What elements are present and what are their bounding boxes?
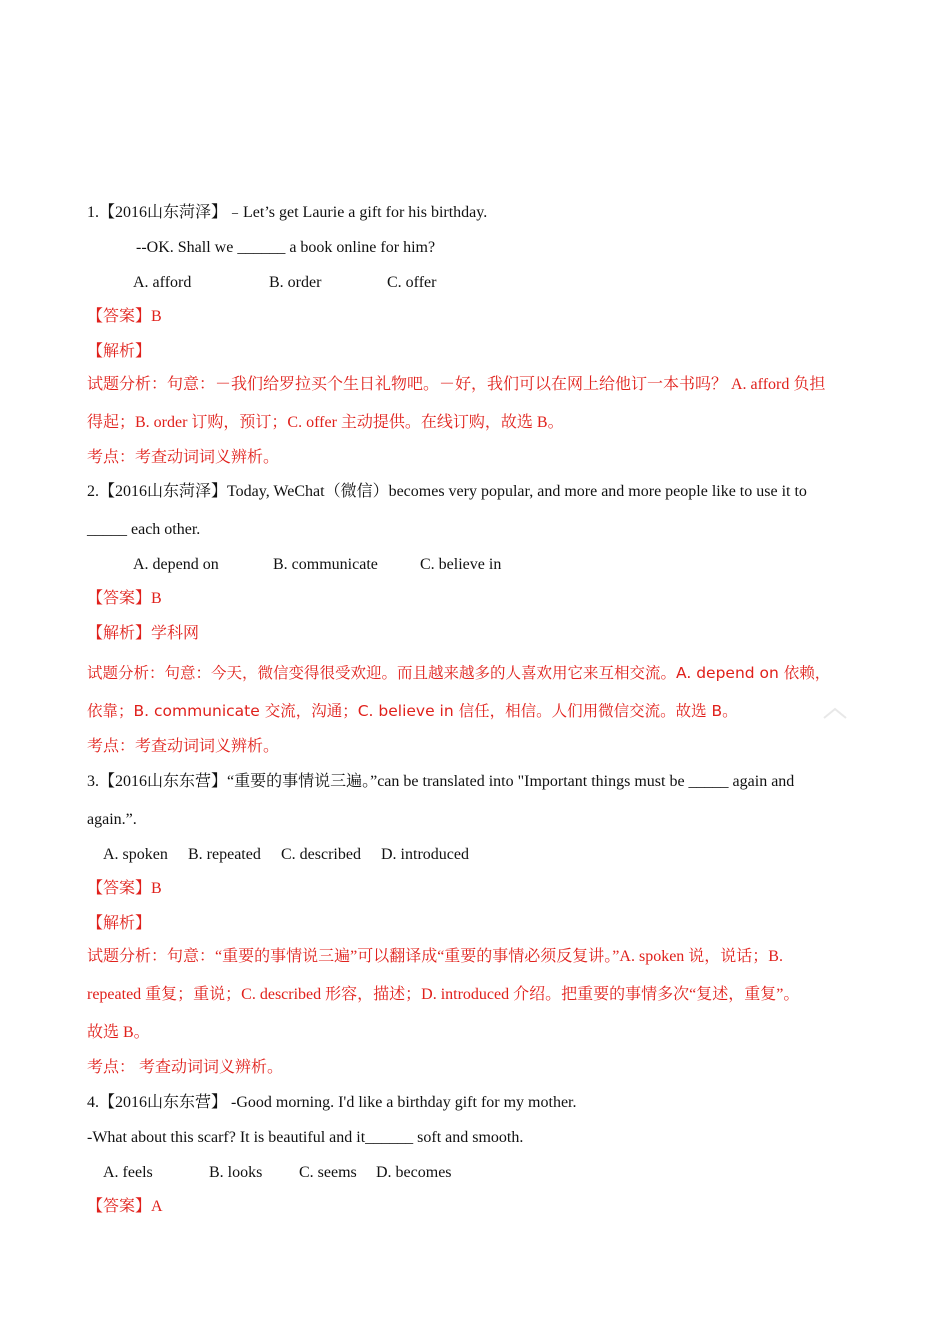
question-4-option-b: B. looks bbox=[209, 1164, 263, 1181]
question-1-option-c: C. offer bbox=[387, 274, 437, 291]
question-2-option-b: B. communicate bbox=[273, 556, 378, 573]
question-1-stem: 1.【2016山东菏泽】﹣Let’s get Laurie a gift for his birthday. bbox=[87, 204, 488, 221]
question-1-analysis-label: 【解析】 bbox=[87, 343, 152, 360]
question-3-stem: 3.【2016山东东营】“重要的事情说三遍。”can be translated into "Important things must be _____ again and bbox=[87, 773, 795, 790]
question-2-analysis-label: 【解析】学科网 bbox=[87, 625, 200, 642]
question-3-option-a: A. spoken bbox=[103, 846, 168, 863]
watermark-icon bbox=[822, 706, 848, 720]
question-1-answer: 【答案】B bbox=[87, 308, 162, 325]
question-3-analysis-label: 【解析】 bbox=[87, 915, 152, 932]
question-2-point: 考点：考查动词词义辨析。 bbox=[87, 738, 280, 755]
question-4-option-a: A. feels bbox=[103, 1164, 153, 1181]
question-2-option-c: C. believe in bbox=[420, 556, 502, 573]
question-3-analysis-line1: 试题分析：句意：“重要的事情说三遍”可以翻译成“重要的事情必须反复讲。”A. spoken 说，说话；B. bbox=[87, 948, 783, 965]
question-3-option-c: C. described bbox=[281, 846, 361, 863]
question-2-stem: 2.【2016山东菏泽】Today, WeChat（微信）becomes very popular, and more and more people like to use it to bbox=[87, 483, 807, 500]
question-2-answer: 【答案】B bbox=[87, 590, 162, 607]
question-1-point: 考点：考查动词词义辨析。 bbox=[87, 449, 280, 466]
question-2-option-a: A. depend on bbox=[133, 556, 219, 573]
question-3-analysis-line3: 故选 B。 bbox=[87, 1024, 150, 1041]
question-1-option-a: A. afford bbox=[133, 274, 192, 291]
question-1-option-b: B. order bbox=[269, 274, 322, 291]
question-4-option-d: D. becomes bbox=[376, 1164, 452, 1181]
question-4-stem: 4.【2016山东东营】 -Good morning. I'd like a birthday gift for my mother. bbox=[87, 1094, 577, 1111]
question-3-option-d: D. introduced bbox=[381, 846, 469, 863]
question-1-analysis-line2: 得起；B. order 订购，预订；C. offer 主动提供。在线订购，故选 B。 bbox=[87, 414, 564, 431]
question-1-line2: --OK. Shall we ______ a book online for him? bbox=[136, 239, 436, 256]
question-4-line2: -What about this scarf? It is beautiful and it______ soft and smooth. bbox=[87, 1129, 524, 1146]
question-3-option-b: B. repeated bbox=[188, 846, 261, 863]
question-3-point: 考点： 考查动词词义辨析。 bbox=[87, 1059, 284, 1076]
question-4-option-c: C. seems bbox=[299, 1164, 357, 1181]
question-2-analysis-line2: 依靠；B. communicate 交流，沟通；C. believe in 信任，相信。人们用微信交流。故选 B。 bbox=[87, 702, 738, 720]
question-3-answer: 【答案】B bbox=[87, 880, 162, 897]
question-2-line2: _____ each other. bbox=[87, 521, 201, 538]
question-3-analysis-line2: repeated 重复；重说；C. described 形容，描述；D. introduced 介绍。把重要的事情多次“复述，重复”。 bbox=[87, 986, 800, 1003]
question-3-line2: again.”. bbox=[87, 811, 137, 828]
question-4-answer: 【答案】A bbox=[87, 1198, 163, 1215]
question-1-analysis-line1: 试题分析：句意：－我们给罗拉买个生日礼物吧。－好，我们可以在网上给他订一本书吗？ A. afford 负担 bbox=[87, 376, 826, 393]
question-2-analysis-line1: 试题分析：句意：今天，微信变得很受欢迎。而且越来越多的人喜欢用它来互相交流。A. depend on 依赖， bbox=[87, 664, 831, 682]
